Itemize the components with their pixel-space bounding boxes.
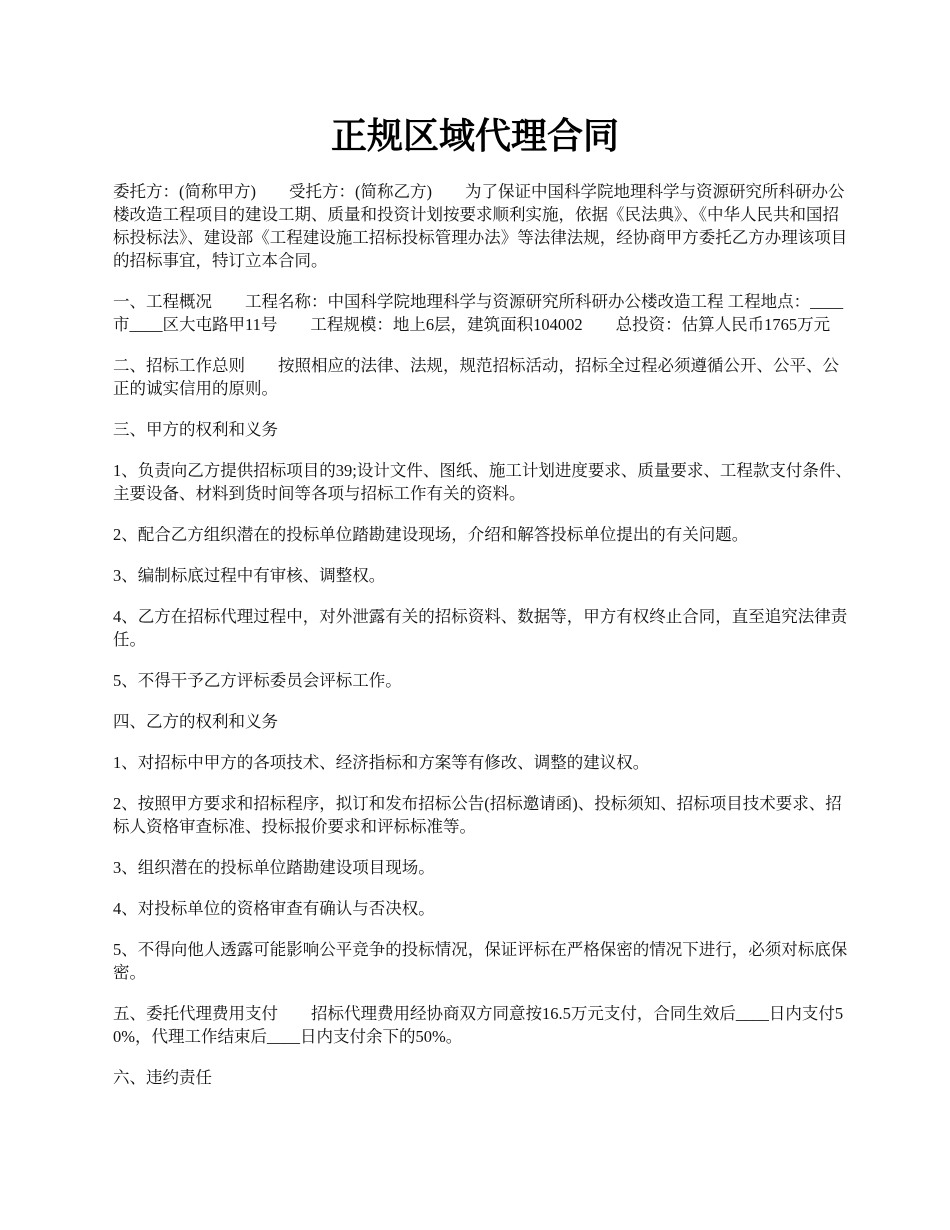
paragraph-general-principles: 二、招标工作总则 按照相应的法律、法规，规范招标活动，招标全过程必须遵循公开、公平、公正的诚实信用的原则。 bbox=[113, 356, 839, 398]
document-title: 正规区域代理合同 bbox=[330, 115, 619, 157]
party-a-item-3: 3、编制标底过程中有审核、调整权。 bbox=[113, 566, 386, 585]
party-a-item-5: 5、不得干予乙方评标委员会评标工作。 bbox=[113, 671, 402, 690]
party-b-item-5: 5、不得向他人透露可能影响公平竞争的投标情况，保证评标在严格保密的情况下进行，必须对标底保密。 bbox=[113, 940, 848, 982]
party-b-item-4: 4、对投标单位的资格审查有确认与否决权。 bbox=[113, 899, 435, 918]
heading-liability: 六、违约责任 bbox=[113, 1068, 212, 1087]
party-b-item-3: 3、组织潜在的投标单位踏勘建设项目现场。 bbox=[113, 858, 435, 877]
heading-party-a-rights: 三、甲方的权利和义务 bbox=[113, 420, 278, 439]
party-a-item-1: 1、负责向乙方提供招标项目的39;设计文件、图纸、施工计划进度要求、质量要求、工程款支付条件、主要设备、材料到货时间等各项与招标工作有关的资料。 bbox=[113, 461, 852, 503]
party-a-item-2: 2、配合乙方组织潜在的投标单位踏勘建设现场，介绍和解答投标单位提出的有关问题。 bbox=[113, 525, 749, 544]
paragraph-project-overview: 一、工程概况 工程名称：中国科学院地理科学与资源研究所科研办公楼改造工程 工程地点：____市____区大屯路甲11号 工程规模：地上6层，建筑面积104002 总投资：估算人民币1765万元 bbox=[113, 292, 844, 334]
party-b-item-1: 1、对招标中甲方的各项技术、经济指标和方案等有修改、调整的建议权。 bbox=[113, 753, 650, 772]
party-b-item-2: 2、按照甲方要求和招标程序，拟订和发布招标公告(招标邀请函)、投标须知、招标项目技术要求、招标人资格审查标准、投标报价要求和评标标准等。 bbox=[113, 794, 842, 836]
heading-party-b-rights: 四、乙方的权利和义务 bbox=[113, 712, 278, 731]
document-body bbox=[113, 180, 853, 1107]
paragraph-fee-payment: 五、委托代理费用支付 招标代理费用经协商双方同意按16.5万元支付，合同生效后____日内支付50%，代理工作结束后____日内支付余下的50%。 bbox=[113, 1004, 844, 1046]
paragraph-parties: 委托方：(简称甲方) 受托方：(简称乙方) 为了保证中国科学院地理科学与资源研究所科研办公楼改造工程项目的建设工期、质量和投资计划按要求顺利实施，依据《民法典》、《中华人民共和国招标投标法》、建设部《工程建设施工招标投标管理办法》等法律法规，经协商甲方委托乙方办理该项目的招标事宜，特订立本合同。 bbox=[113, 182, 848, 270]
party-a-item-4: 4、乙方在招标代理过程中，对外泄露有关的招标资料、数据等，甲方有权终止合同，直至追究法律责任。 bbox=[113, 607, 848, 649]
